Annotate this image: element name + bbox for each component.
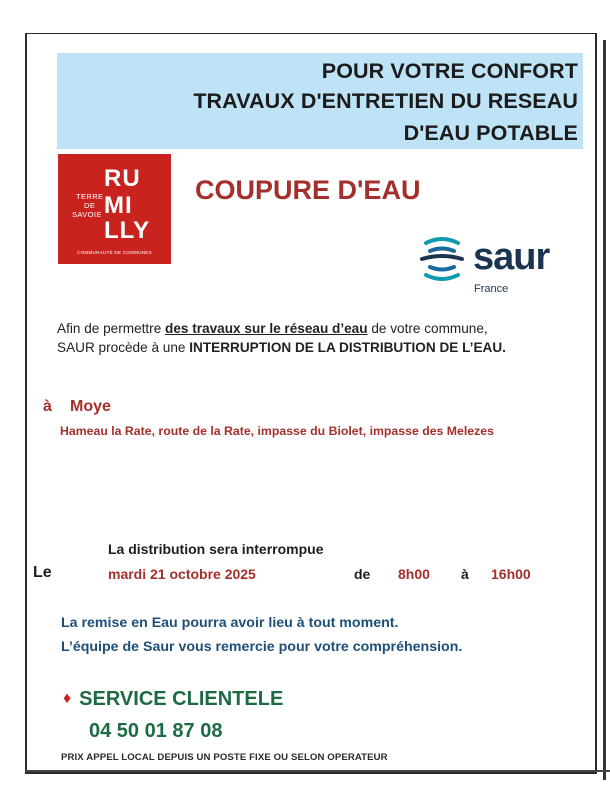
intro-underlined: des travaux sur le réseau d’eau	[165, 321, 368, 336]
service-footnote: PRIX APPEL LOCAL DEPUIS UN POSTE FIXE OU SELON OPERATEUR	[61, 752, 388, 763]
location-streets: Hameau la Rate, route de la Rate, impasse du Biolet, impasse des Melezes	[60, 424, 494, 438]
page-title: COUPURE D'EAU	[195, 175, 421, 205]
intro-part-2: de votre commune, SAUR procède à une	[57, 321, 488, 355]
schedule-end-time: 16h00	[491, 566, 531, 582]
saur-water-waves-icon	[418, 235, 466, 285]
schedule-date: mardi 21 octobre 2025	[108, 566, 256, 582]
service-heading	[63, 688, 283, 711]
banner-line-2: TRAVAUX D'ENTRETIEN DU RESEAU	[193, 89, 578, 113]
schedule-to-word: à	[461, 566, 469, 582]
diamond-icon: ♦	[63, 690, 72, 707]
service-title: SERVICE CLIENTELE	[79, 688, 284, 710]
notice-remise: La remise en Eau pourra avoir lieu à tout moment.	[61, 615, 399, 631]
intro-part-1: Afin de permettre	[57, 321, 166, 336]
scan-edge-right	[603, 40, 606, 780]
banner-line-3: D'EAU POTABLE	[403, 121, 578, 145]
notice-thanks: L’équipe de Saur vous remercie pour votre compréhension.	[61, 639, 463, 655]
scan-edge-bottom	[25, 770, 610, 772]
intro-paragraph	[57, 320, 527, 357]
rumilly-logo	[58, 154, 171, 264]
schedule-heading: La distribution sera interrompue	[108, 541, 324, 557]
logo-ru: RU	[104, 165, 141, 192]
logo-savoie: SAVOIE	[72, 210, 102, 219]
schedule-le: Le	[33, 564, 52, 581]
intro-bold: INTERRUPTION DE LA DISTRIBUTION DE L’EAU.	[189, 339, 506, 355]
logo-de: DE	[84, 201, 96, 210]
schedule-start-time: 8h00	[398, 566, 430, 582]
banner-line-1: POUR VOTRE CONFORT	[321, 59, 578, 83]
location-town: Moye	[70, 398, 111, 415]
logo-terre: TERRE	[76, 192, 104, 201]
location-prefix: à	[43, 398, 52, 415]
location-line	[43, 398, 111, 416]
logo-community: COMMUNAUTÉ DE COMMUNES	[77, 250, 152, 255]
saur-logo-word: saur	[473, 236, 550, 278]
schedule-from-word: de	[354, 566, 371, 582]
logo-mi: MI	[104, 192, 133, 219]
saur-logo-country: France	[474, 283, 509, 295]
logo-lly: LLY	[104, 217, 151, 244]
service-phone: 04 50 01 87 08	[89, 720, 223, 742]
